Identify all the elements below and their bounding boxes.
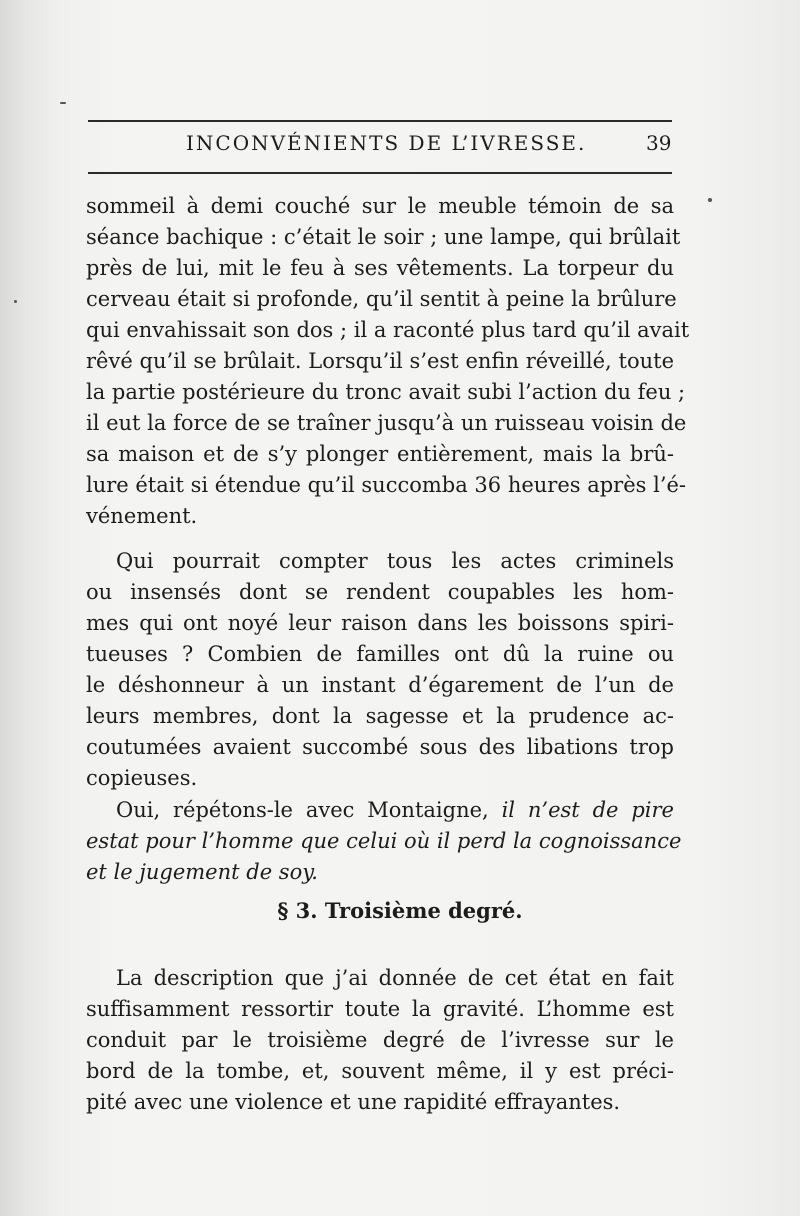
quotation-text: il n’est de pire	[501, 798, 674, 822]
text-line	[86, 857, 674, 887]
text-line: cerveau était si profonde, qu’il sentit à peine la brûlure	[86, 287, 677, 311]
text-line: mes qui ont noyé leur raison dans les boissons spiri-	[86, 611, 674, 635]
text-line: lure était si étendue qu’il succomba 36 heures après l’é-	[86, 473, 687, 497]
text-line: La description que j’ai donnée de cet état en fait	[116, 966, 674, 990]
text-line: pité avec une violence et une rapidité effrayantes.	[86, 1090, 621, 1114]
text-line: séance bachique : c’était le soir ; une lampe, qui brûlait	[86, 225, 681, 249]
text-line	[86, 826, 682, 856]
text-line: sa maison et de s’y plonger entièrement, mais la brû-	[86, 442, 674, 466]
text-line: la partie postérieure du tronc avait subi l’action du feu ;	[86, 380, 686, 404]
quotation-text: estat pour l’homme que celui où il perd la cognoissance	[86, 829, 682, 853]
ink-speck	[708, 198, 712, 202]
running-title: INCONVÉNIENTS DE L’IVRESSE.	[186, 131, 587, 155]
text-line: bord de la tombe, et, souvent même, il y est préci-	[86, 1059, 674, 1083]
ink-speck	[60, 102, 66, 104]
text-plain: Oui, répétons-le avec Montaigne,	[116, 798, 502, 822]
quotation-text: et le jugement de soy.	[86, 860, 318, 884]
text-line: coutumées avaient succombé sous des libations trop	[86, 735, 674, 759]
text-line: qui envahissait son dos ; il a raconté plus tard qu’il avait	[86, 318, 690, 342]
header-rule-top	[88, 120, 672, 122]
text-line: tueuses ? Combien de familles ont dû la ruine ou	[86, 642, 674, 666]
text-line	[116, 795, 674, 825]
text-line: suffisamment ressortir toute la gravité. L’homme est	[86, 997, 674, 1021]
section-heading: § 3. Troisième degré.	[277, 898, 523, 923]
ink-speck	[14, 300, 17, 303]
text-line: ou insensés dont se rendent coupables les hom-	[86, 580, 674, 604]
text-line: Qui pourrait compter tous les actes criminels	[116, 549, 674, 573]
text-line: il eut la force de se traîner jusqu’à un ruisseau voisin de	[86, 411, 687, 435]
text-line: sommeil à demi couché sur le meuble témoin de sa	[86, 194, 674, 218]
text-line: copieuses.	[86, 766, 198, 790]
page-number: 39	[646, 131, 672, 155]
text-line: rêvé qu’il se brûlait. Lorsqu’il s’est enfin réveillé, toute	[86, 349, 674, 373]
text-line: leurs membres, dont la sagesse et la prudence ac-	[86, 704, 674, 728]
text-line: le déshonneur à un instant d’égarement de l’un de	[86, 673, 674, 697]
text-line: près de lui, mit le feu à ses vêtements. La torpeur du	[86, 256, 674, 280]
text-line: conduit par le troisième degré de l’ivresse sur le	[86, 1028, 674, 1052]
header-rule-bottom	[88, 172, 672, 174]
text-line: vénement.	[86, 504, 198, 528]
